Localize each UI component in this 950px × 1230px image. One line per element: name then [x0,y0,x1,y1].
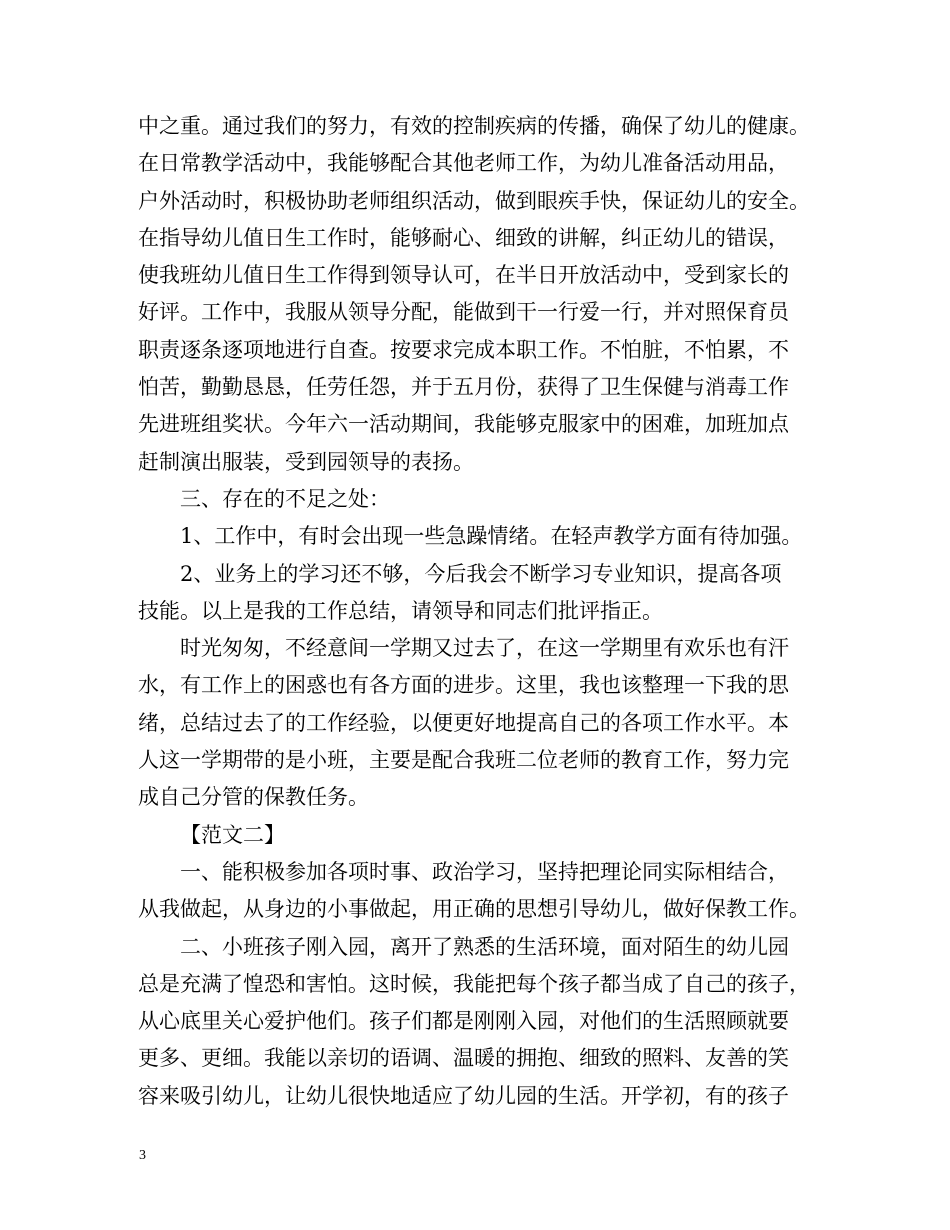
text-line: 赶制演出服装，受到园领导的表扬。 [138,449,474,474]
text-line: 在日常教学活动中，我能够配合其他老师工作，为幼儿准备活动用品， [138,151,789,176]
text-line: 一、能积极参加各项时事、政治学习，坚持把理论同实际相结合， [180,859,789,884]
text-line: 先进班组奖状。今年六一活动期间，我能够克服家中的困难，加班加点 [138,412,789,437]
text-line: 二、小班孩子刚入园，离开了熟悉的生活环境，面对陌生的幼儿园 [180,934,789,959]
text-line: 职责逐条逐项地进行自查。按要求完成本职工作。不怕脏，不怕累，不 [138,337,789,362]
text-line: 人这一学期带的是小班，主要是配合我班二位老师的教育工作，努力完 [138,748,789,773]
text-line: 绪，总结过去了的工作经验，以便更好地提高自己的各项工作水平。本 [138,710,789,735]
text-line: 好评。工作中，我服从领导分配，能做到干一行爱一行，并对照保育员 [138,300,789,325]
text-line: 总是充满了惶恐和害怕。这时候，我能把每个孩子都当成了自己的孩子， [138,971,810,996]
text-line: 1、工作中，有时会出现一些急躁情绪。在轻声教学方面有待加强。 [180,524,803,549]
text-line: 更多、更细。我能以亲切的语调、温暖的拥抱、细致的照料、友善的笑 [138,1046,789,1071]
body-text [138,108,828,1115]
text-line: 从我做起，从身边的小事做起，用正确的思想引导幼儿，做好保教工作。 [138,897,810,922]
text-line: 容来吸引幼儿，让幼儿很快地适应了幼儿园的生活。开学初，有的孩子 [138,1083,789,1108]
text-line: 2、业务上的学习还不够，今后我会不断学习专业知识，提高各项 [180,561,782,586]
text-line: 技能。以上是我的工作总结，请领导和同志们批评指正。 [138,598,663,623]
text-line: 从心底里关心爱护他们。孩子们都是刚刚入园，对他们的生活照顾就要 [138,1009,789,1034]
text-line: 怕苦，勤勤恳恳，任劳任怨，并于五月份，获得了卫生保健与消毒工作 [138,375,789,400]
text-line: 户外活动时，积极协助老师组织活动，做到眼疾手快，保证幼儿的安全。 [138,188,810,213]
page-number: 3 [139,1148,146,1163]
text-line: 在指导幼儿值日生工作时，能够耐心、细致的讲解，纠正幼儿的错误， [138,225,789,250]
text-line: 【范文二】 [180,822,285,847]
text-line: 中之重。通过我们的努力，有效的控制疾病的传播，确保了幼儿的健康。 [138,114,810,138]
text-line: 成自己分管的保教任务。 [138,785,369,810]
text-line: 水，有工作上的困惑也有各方面的进步。这里，我也该整理一下我的思 [138,673,789,698]
text-line: 使我班幼儿值日生工作得到领导认可，在半日开放活动中，受到家长的 [138,263,789,288]
text-line: 时光匆匆，不经意间一学期又过去了，在这一学期里有欢乐也有汗 [180,636,789,661]
text-line: 三、存在的不足之处： [180,486,390,511]
